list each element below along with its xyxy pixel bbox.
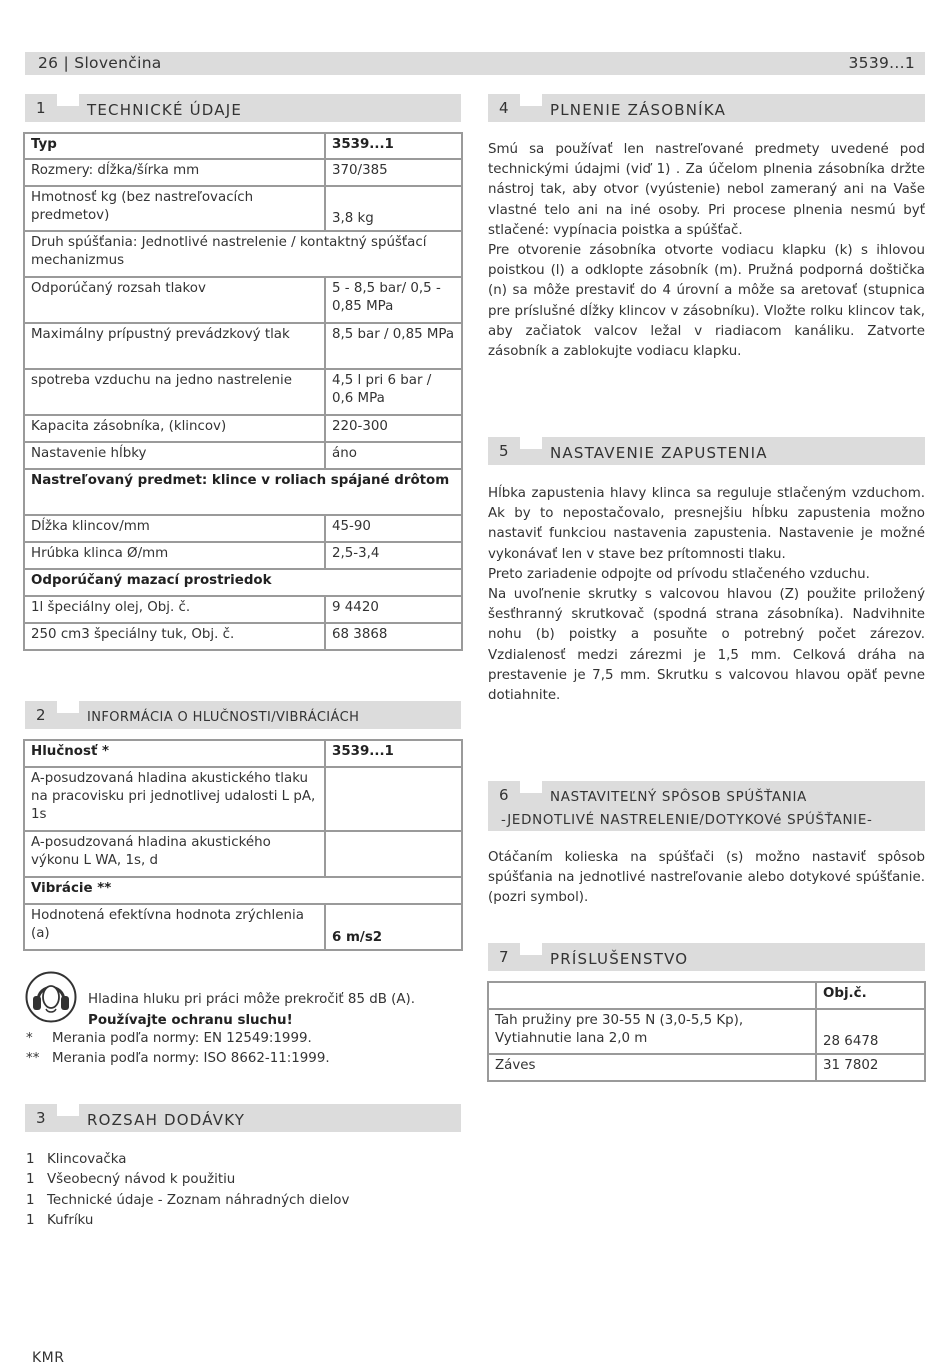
section-title: NASTAVENIE ZAPUSTENIA bbox=[550, 444, 768, 462]
section-number: 3 bbox=[36, 1109, 46, 1127]
noise-warning: Hladina hluku pri práci môže prekročiť 85 dB (A). Používajte ochranu sluchu! bbox=[88, 992, 416, 1028]
noise-vibration-table bbox=[23, 739, 463, 951]
section-1-header bbox=[25, 94, 461, 122]
table-row: Nastreľovaný predmet: klince v roliach spájané drôtom bbox=[24, 469, 462, 515]
section-number: 2 bbox=[36, 706, 46, 724]
trigger-mode-text: Otáčaním kolieska na spúšťači (s) možno nastaviť spôsob spúšťania na jednotlivé nastreľovanie alebo dotykové spúšťanie. (pozri symbol). bbox=[488, 850, 925, 906]
list-item: 1 Technické údaje - Zoznam náhradných dielov bbox=[26, 1192, 350, 1208]
table-row: Hrúbka klinca Ø/mm 2,5-3,4 bbox=[24, 542, 462, 569]
section-title: TECHNICKÉ ÚDAJE bbox=[87, 101, 243, 119]
table-row: Druh spúšťania: Jednotlivé nastrelenie / kontaktný spúšťací mechanizmus bbox=[24, 231, 462, 277]
table-row: Tah pružiny pre 30-55 N (3,0-5,5 Kp), Vytiahnutie lana 2,0 m 28 6478 bbox=[488, 1009, 925, 1054]
table-row: Rozmery: dĺžka/šírka mm 370/385 bbox=[24, 159, 462, 186]
table-row: Typ 3539...1 bbox=[24, 133, 462, 159]
table-row: Vibrácie ** bbox=[24, 877, 462, 904]
table-row: Obj.č. bbox=[488, 982, 925, 1009]
section-5-header bbox=[488, 437, 925, 465]
section-title: INFORMÁCIA O HLUČNOSTI/VIBRÁCIÁCH bbox=[87, 710, 360, 725]
table-row: Maximálny prípustný prevádzkový tlak 8,5 bar / 0,85 MPa bbox=[24, 323, 462, 369]
ear-protection-icon bbox=[24, 971, 78, 1023]
accessories-table bbox=[487, 981, 926, 1082]
section-3-header bbox=[25, 1104, 461, 1132]
table-row: spotreba vzduchu na jedno nastrelenie 4,5 l pri 6 bar / 0,6 MPa bbox=[24, 369, 462, 415]
footer-brand: KMR bbox=[32, 1350, 65, 1366]
table-row: A-posudzovaná hladina akustického tlaku na pracovisku pri jednotlivej udalosti L pA, 1s bbox=[24, 767, 462, 831]
table-row: Odporúčaný rozsah tlakov 5 - 8,5 bar/ 0,5 - 0,85 MPa bbox=[24, 277, 462, 323]
table-row: Odporúčaný mazací prostriedok bbox=[24, 569, 462, 596]
list-item: 1 Kufríku bbox=[26, 1213, 94, 1229]
section-title: PLNENIE ZÁSOBNÍKA bbox=[550, 101, 727, 119]
section-number: 7 bbox=[499, 948, 509, 966]
page-number-language: 26 | Slovenčina bbox=[38, 54, 162, 72]
list-item: 1 Klincovačka bbox=[26, 1152, 127, 1167]
section-number: 6 bbox=[499, 786, 509, 804]
section-number: 5 bbox=[499, 442, 509, 460]
table-row: Dĺžka klincov/mm 45-90 bbox=[24, 515, 462, 542]
technical-data-table bbox=[23, 132, 463, 651]
section-7-header bbox=[488, 943, 925, 971]
section-title: PRÍSLUŠENSTVO bbox=[550, 950, 689, 968]
table-row: Záves 31 7802 bbox=[488, 1054, 925, 1081]
list-item: ** Merania podľa normy: ISO 8662-11:1999. bbox=[26, 1051, 330, 1067]
page-header bbox=[25, 52, 925, 75]
section-4-header bbox=[488, 94, 925, 122]
table-row: Kapacita zásobníka, (klincov) 220-300 bbox=[24, 415, 462, 442]
scope-of-delivery-list bbox=[26, 1150, 446, 1232]
table-row: 250 cm3 špeciálny tuk, Obj. č. 68 3868 bbox=[24, 623, 462, 650]
table-row: 1l špeciálny olej, Obj. č. 9 4420 bbox=[24, 596, 462, 623]
section-2-header bbox=[25, 701, 461, 729]
section-subtitle: -JEDNOTLIVÉ NASTRELENIE/DOTYKOVé SPÚŠŤANIE- bbox=[501, 813, 873, 828]
measurement-notes bbox=[26, 1029, 446, 1070]
section-title: ROZSAH DODÁVKY bbox=[87, 1111, 246, 1129]
model-number: 3539...1 bbox=[848, 54, 915, 72]
table-row: Hlučnosť * 3539...1 bbox=[24, 740, 462, 767]
list-item: 1 Všeobecný návod k použitiu bbox=[26, 1172, 236, 1188]
table-row: Hodnotená efektívna hodnota zrýchlenia (a) 6 m/s2 bbox=[24, 904, 462, 950]
table-row: Hmotnosť kg (bez nastreľovacích predmetov) 3,8 kg bbox=[24, 186, 462, 231]
depth-setting-text: Hĺbka zapustenia hlavy klinca sa reguluje stlačeným vzduchom. Ak by to nepostačovalo, presnejšiu hĺbku zapustenia možno nastaviť funkciou nastavenia zapustenia. Nastavenie je možné vykonávať len v stave bez prítomnosti tlaku. Preto zariadenie odpojte od prívodu stlačeného vzduchu. Na uvoľnenie skrutky s valcovou hlavou (Z) použite priložený šesťhranný skrutkovač (spodná strana zásobníka). Nadvihnite nohu (b) poistky a posuňte o potrebný počet zárezov. Vzdialenosť medzi zárezmi je 1,5 mm. Celková dráha na prestavenie je 7,5 mm. Skrutku s valcovou hlavou opäť pevne dotiahnite. bbox=[488, 486, 925, 704]
table-row: Nastavenie hĺbky áno bbox=[24, 442, 462, 469]
section-title: NASTAVITEĽNÝ SPÔSOB SPÚŠŤANIA bbox=[550, 790, 807, 805]
list-item: * Merania podľa normy: EN 12549:1999. bbox=[26, 1031, 312, 1046]
section-6-header bbox=[488, 781, 925, 831]
table-row: A-posudzovaná hladina akustického výkonu L WA, 1s, d bbox=[24, 831, 462, 877]
magazine-filling-text: Smú sa používať len nastreľované predmety uvedené pod technickými údajmi (viď 1) . Za účelom plnenia zásobníka držte nástroj tak, aby otvor (vyústenie) nebol zameraný ani na Vaše vlastné telo ani na iné osoby. Pri procese plnenia nesmú byť stlačené: vypínacia poistka a spúšťač. Pre otvorenie zásobníka otvorte vodiacu klapku (k) s ihlovou poistkou (l) a odklopte zásobník (m). Pružná podporná doštička (n) sa môže prestaviť do 4 úrovní a môže sa aretovať (stupnica pre príslušné dĺžky klincov v zásobníku). Vložte rolku klincov tak, aby začiatok valcov ležal v riadiacom kanáliku. Zatvorte zásobník a zablokujte vodiacu klapku. bbox=[488, 142, 925, 360]
section-number: 4 bbox=[499, 99, 509, 117]
section-number: 1 bbox=[36, 99, 46, 117]
